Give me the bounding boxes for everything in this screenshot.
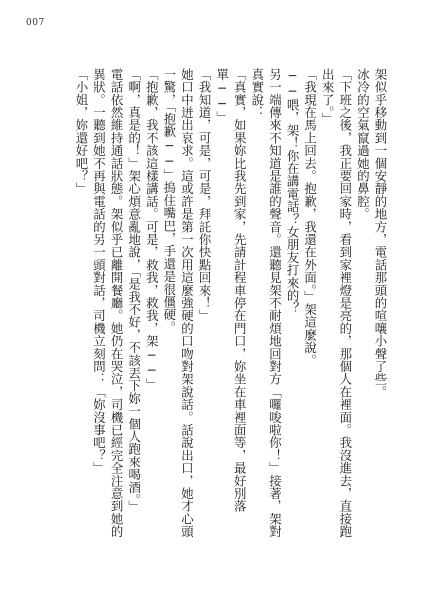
text-line: 「小姐，妳還好吧？」 [73, 68, 89, 195]
text-line: 「下班之後，我正要回家時，看到家裡燈是亮的，那個人在裡面。我沒進去，直接跑 [337, 68, 353, 538]
text-line: 「抱歉，我不該這樣講話。可是，救我，救我，架──」 [144, 68, 160, 391]
text-line: 另一端傳來不知道是誰的聲音。還聽見架不耐煩地回對方「囉唆啦你！」接著，架對 [267, 68, 283, 538]
text-line: 架似乎移動到一個安靜的地方，電話那頭的喧嚷小聲了些。 [373, 68, 388, 399]
text-line: 單──」 [214, 68, 230, 124]
text-line: 她口中迸出哀求。這或許是第一次用這麼強硬的口吻對架說話。話說出口，她才心頭 [179, 68, 195, 538]
page-number: 007 [26, 18, 45, 28]
text-line: 「啊，真是的！」架心煩意亂地說，「是我不好，不該丟下妳一個人跑來喝酒。」 [126, 68, 142, 513]
text-line: 異狀。一聽到她不再與電話的另一頭對話，司機立刻問：「妳沒事吧？」 [91, 68, 107, 475]
text-line: 一驚，「抱歉──」摀住嘴巴，手還是很僵硬。 [161, 68, 177, 334]
text-line: 「我現在馬上回去。抱歉，我還在外面。」架這麼說。 [302, 68, 318, 367]
text-line: 「我知道，可是，可是，拜託你快點回來！」 [197, 68, 213, 322]
text-line: 出來了。」 [320, 68, 336, 126]
text-line: 冰冷的空氣竄過她的鼻腔。 [355, 68, 371, 221]
body-text [29, 68, 389, 538]
text-line: 電話依然維持通話狀態。架似乎已離開餐廳。她仍在哭泣，司機已經完全注意到她的 [109, 68, 125, 538]
text-line: 真實說： [249, 68, 265, 119]
text-line: 「真實，如果妳比我先到家，先請計程車停在門口，妳坐在車裡面等，最好別落 [232, 68, 248, 513]
text-line: ──喂，架！你在講電話？女朋友打來的？ [285, 68, 301, 315]
